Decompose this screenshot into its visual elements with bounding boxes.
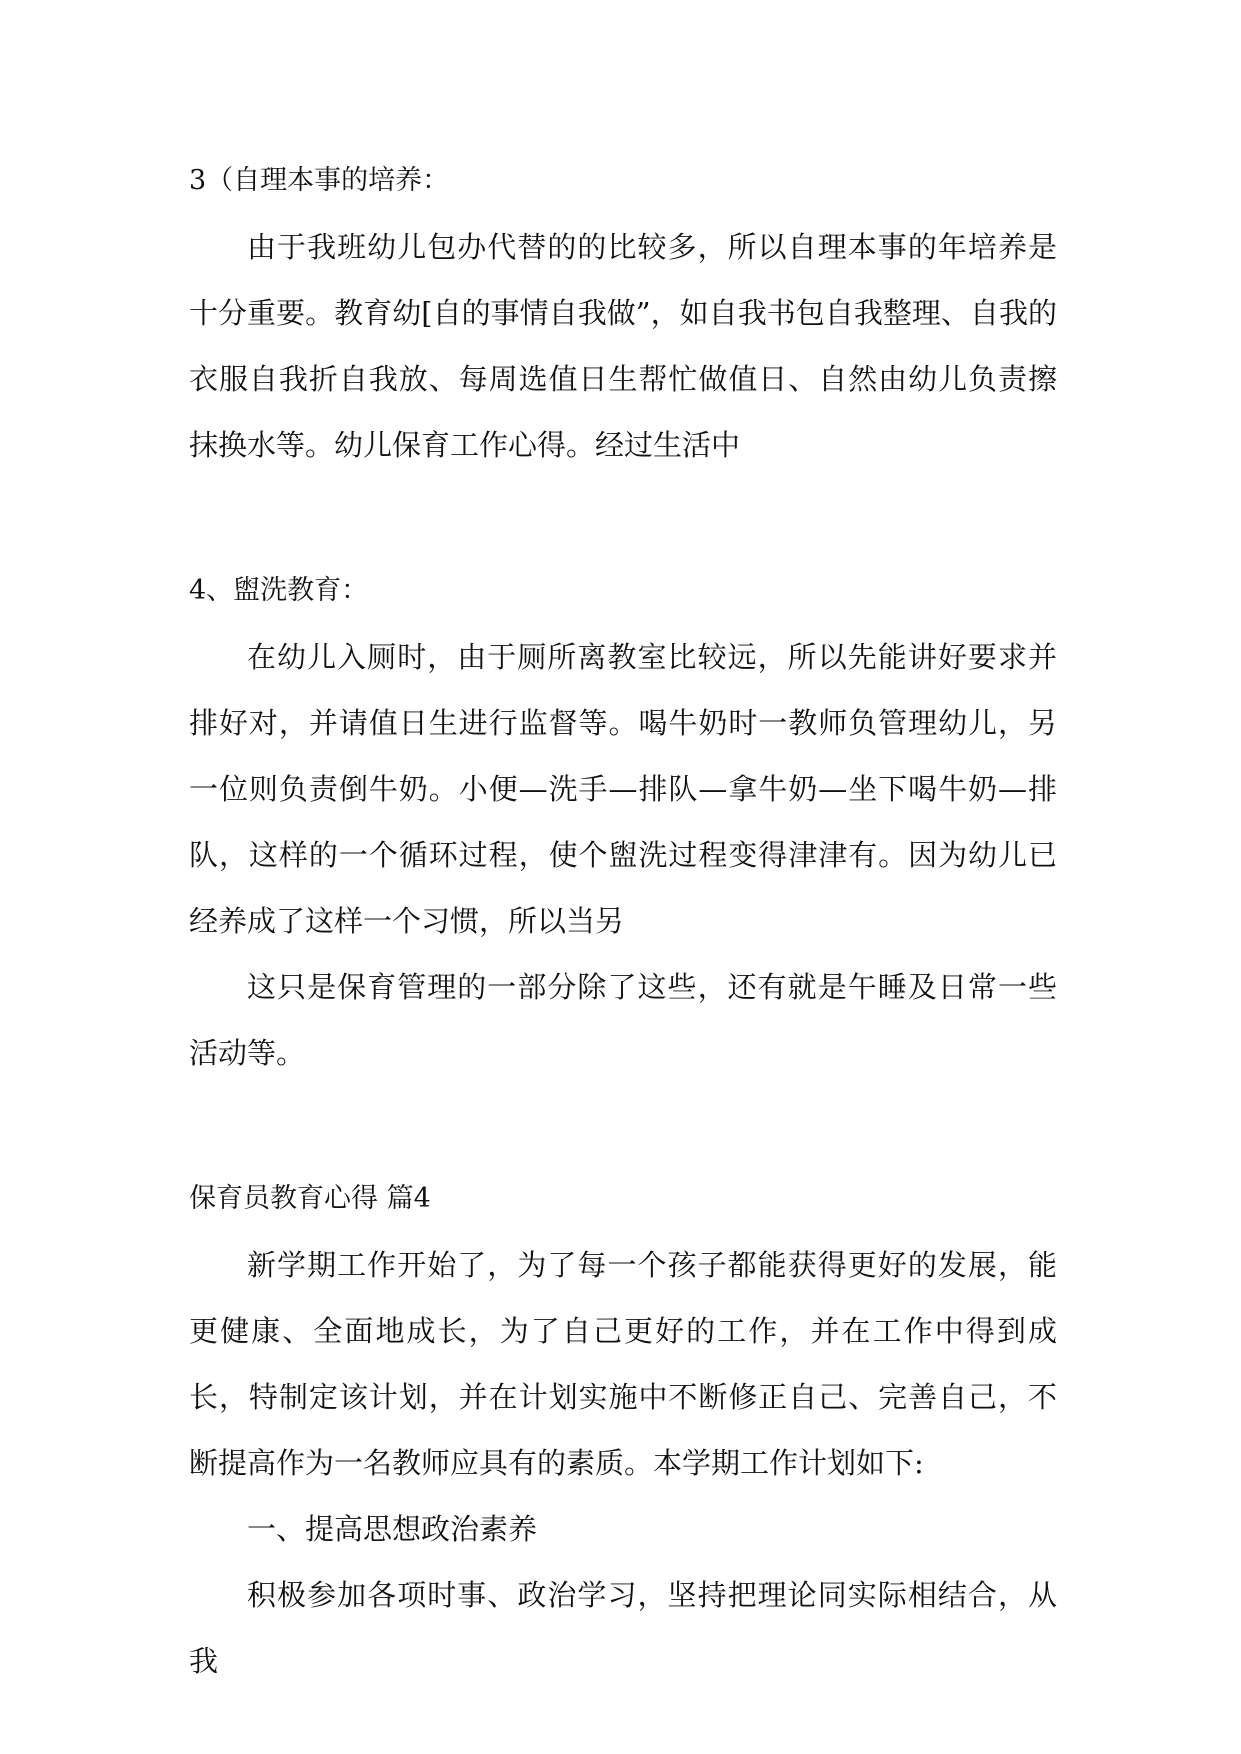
section-heading-washing: 4、盥洗教育： xyxy=(189,575,369,606)
paragraph-summary: 这只是保育管理的一部分除了这些，还有就是午睡及日常一些活动等。 xyxy=(189,970,1057,1070)
paragraph-intro: 新学期工作开始了，为了每一个孩子都能获得更好的发展，能更健康、全面地成长，为了自己更好的工作，并在工作中得到成长，特制定该计划，并在计划实施中不断修正自己、完善自己，不断提高作为一名教师应具有的素质。本学期工作计划如下: xyxy=(189,1248,1057,1480)
paragraph-washing: 在幼儿入厕时，由于厕所离教室比较远，所以先能讲好要求并排好对，并请值日生进行监督等。喝牛奶时一教师负管理幼儿，另一位则负责倒牛奶。小便—洗手—排队—拿牛奶—坐下喝牛奶—排队，这样的一个循环过程，使个盥洗过程变得津津有。因为幼儿已经养成了这样一个习惯，所以当另 xyxy=(189,640,1057,938)
article-title-part4: 保育员教育心得 篇4 xyxy=(189,1183,431,1214)
section-gap xyxy=(189,1086,1057,1166)
subheading-political: 一、提高思想政治素养 xyxy=(247,1512,538,1546)
paragraph-political: 积极参加各项时事、政治学习，坚持把理论同实际相结合，从我 xyxy=(189,1578,1057,1678)
section-heading-self-care: 3（自理本事的培养： xyxy=(189,165,450,196)
section-gap xyxy=(189,478,1057,558)
paragraph-self-care: 由于我班幼儿包办代替的的比较多，所以自理本事的年培养是十分重要。教育幼[自的事情自我做”，如自我书包自我整理、自我的衣服自我折自我放、每周选值日生帮忙做值日、自然由幼儿负责擦抹换水等。幼儿保育工作心得。经过生活中 xyxy=(189,230,1057,462)
document-body xyxy=(189,148,1057,1694)
